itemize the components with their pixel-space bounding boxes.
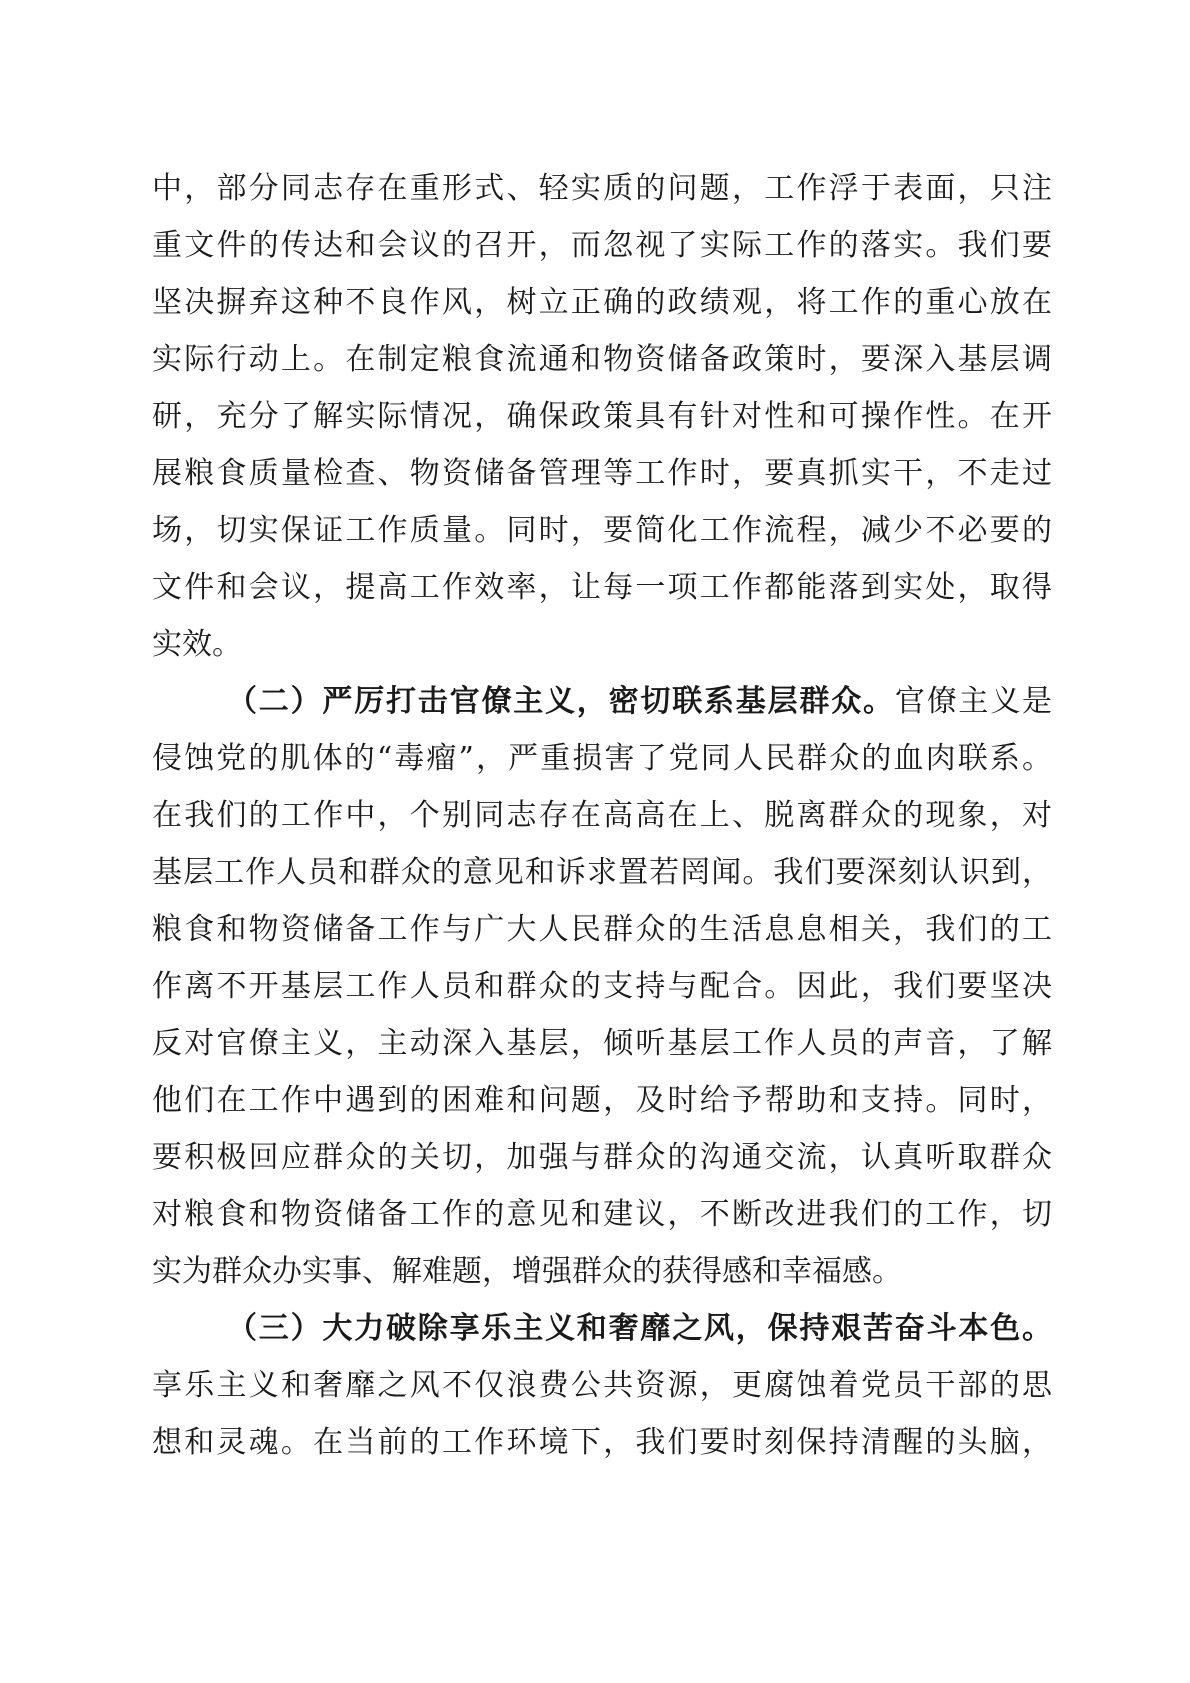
text-run: 官僚主义是 xyxy=(894,684,1053,719)
text-line: 基层工作人员和群众的意见和诉求置若罔闻。我们要深刻认识到， xyxy=(152,855,1052,890)
text-line: 在我们的工作中，个别同志存在高高在上、脱离群众的现象，对 xyxy=(152,798,1052,833)
paragraph-first-line xyxy=(152,1300,1052,1357)
text-line: 实效。 xyxy=(152,627,242,662)
text-line: 研，充分了解实际情况，确保政策具有针对性和可操作性。在开 xyxy=(152,399,1052,434)
text-line: 要积极回应群众的关切，加强与群众的沟通交流，认真听取群众 xyxy=(152,1140,1052,1175)
paragraph-1 xyxy=(152,160,1052,673)
text-line: 场，切实保证工作质量。同时，要简化工作流程，减少不必要的 xyxy=(152,513,1052,548)
text-line: 粮食和物资储备工作与广大人民群众的生活息息相关，我们的工 xyxy=(152,912,1052,947)
text-line: 中，部分同志存在重形式、轻实质的问题，工作浮于表面，只注 xyxy=(152,171,1052,206)
document-page xyxy=(152,160,1052,1471)
paragraph-2 xyxy=(152,673,1052,1300)
paragraph-3 xyxy=(152,1300,1052,1471)
text-line: 享乐主义和奢靡之风不仅浪费公共资源，更腐蚀着党员干部的思 xyxy=(152,1368,1052,1403)
text-line: 想和灵魂。在当前的工作环境下，我们要时刻保持清醒的头脑， xyxy=(152,1425,1052,1460)
text-line: 文件和会议，提高工作效率，让每一项工作都能落到实处，取得 xyxy=(152,570,1052,605)
text-line: 坚决摒弃这种不良作风，树立正确的政绩观，将工作的重心放在 xyxy=(152,285,1052,320)
text-line: 侵蚀党的肌体的“毒瘤”，严重损害了党同人民群众的血肉联系。 xyxy=(152,741,1052,776)
text-line: 展粮食质量检查、物资储备管理等工作时，要真抓实干，不走过 xyxy=(152,456,1052,491)
text-line: 他们在工作中遇到的困难和问题，及时给予帮助和支持。同时， xyxy=(152,1083,1052,1118)
text-line: 实为群众办实事、解难题，增强群众的获得感和幸福感。 xyxy=(152,1254,902,1289)
text-line: 对粮食和物资储备工作的意见和建议，不断改进我们的工作，切 xyxy=(152,1197,1052,1232)
text-line: 作离不开基层工作人员和群众的支持与配合。因此，我们要坚决 xyxy=(152,969,1052,1004)
section-heading: （二）严厉打击官僚主义，密切联系基层群众。 xyxy=(227,684,895,719)
text-line: 实际行动上。在制定粮食流通和物资储备政策时，要深入基层调 xyxy=(152,342,1052,377)
text-line: 重文件的传达和会议的召开，而忽视了实际工作的落实。我们要 xyxy=(152,228,1052,263)
text-line: 反对官僚主义，主动深入基层，倾听基层工作人员的声音，了解 xyxy=(152,1026,1052,1061)
section-heading: （三）大力破除享乐主义和奢靡之风，保持艰苦奋斗本色。 xyxy=(227,1311,1052,1346)
paragraph-first-line xyxy=(152,673,1052,730)
